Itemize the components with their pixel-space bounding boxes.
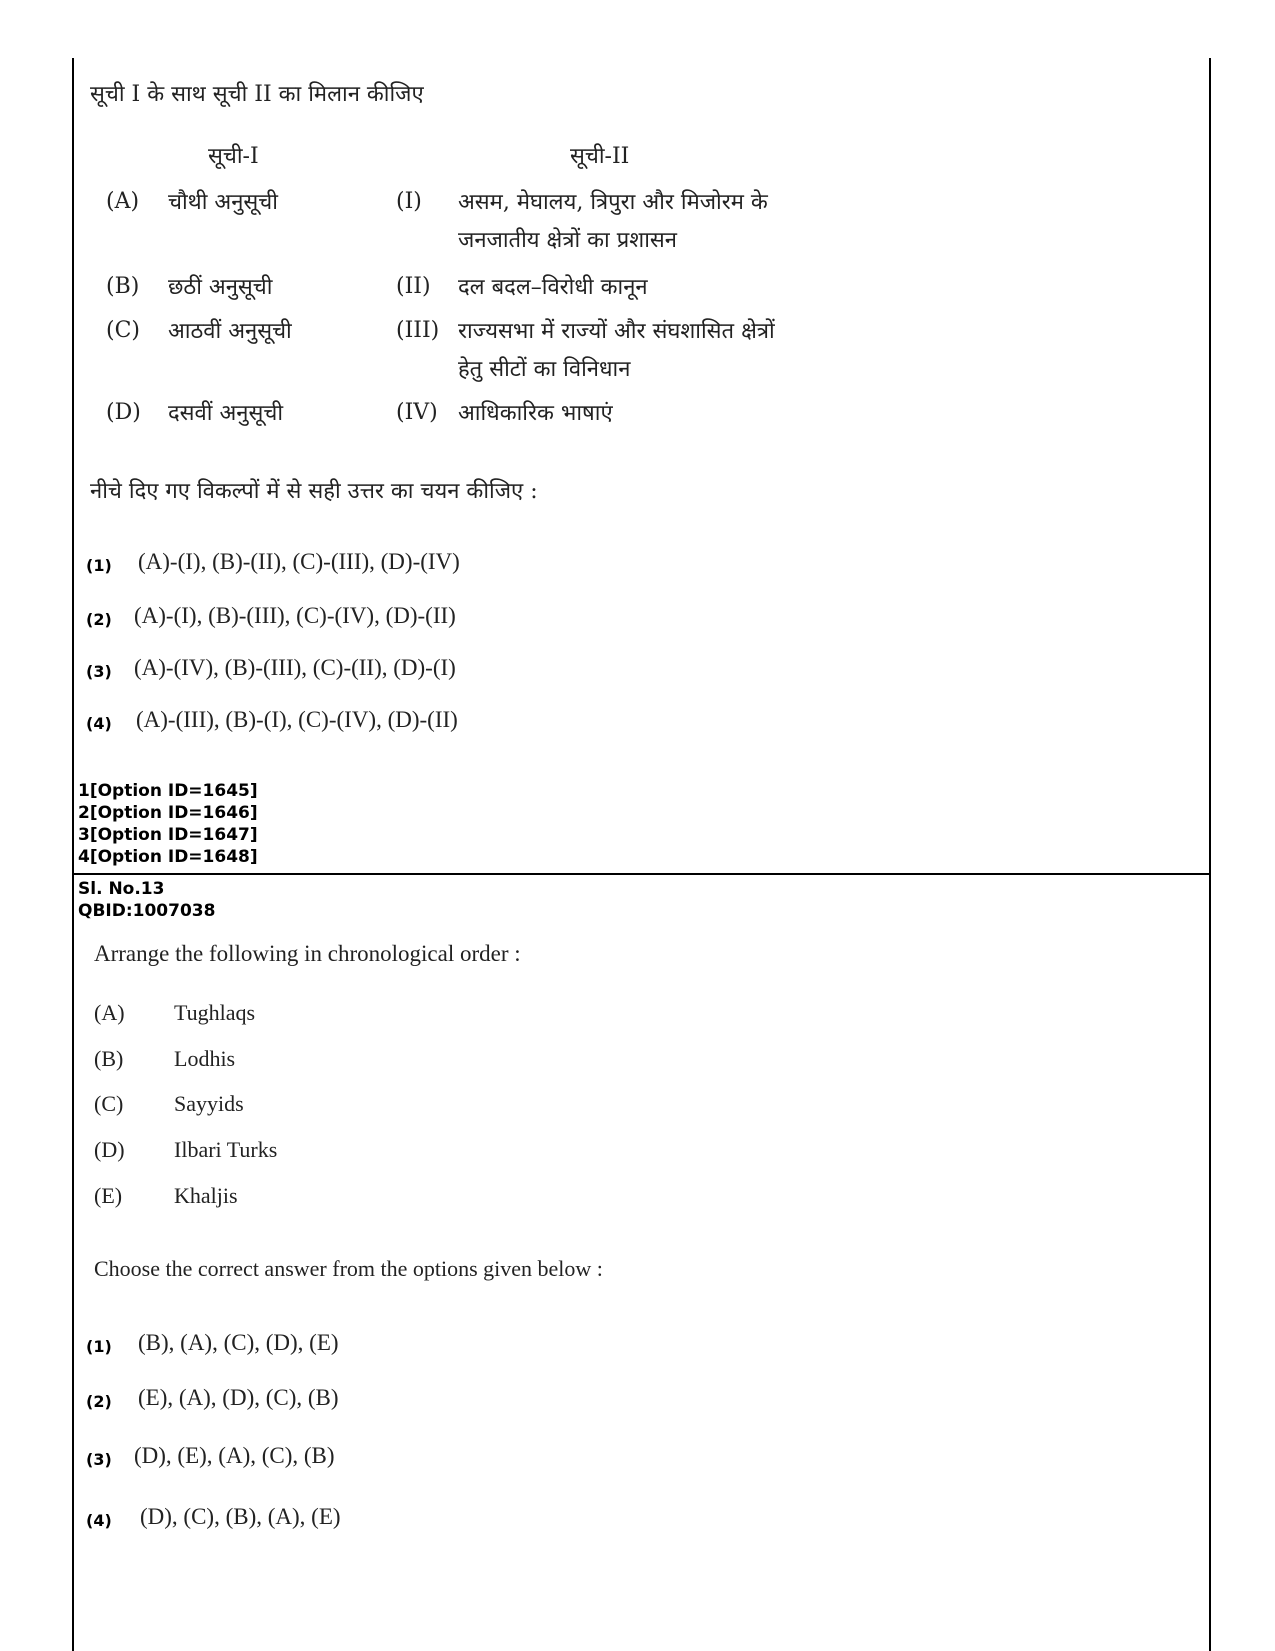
list2-header: सूची-II — [570, 144, 630, 169]
q12-option-4-text: (A)-(III), (B)-(I), (C)-(IV), (D)-(II) — [136, 707, 458, 732]
q12-option-2-number: (2) — [86, 610, 112, 629]
q12-option-id-1: 1[Option ID=1645] — [78, 781, 258, 801]
row-iii-text-line2: हेतु सीटों का विनिधान — [458, 357, 631, 382]
q13-option-3-number: (3) — [86, 1450, 112, 1469]
q13-option-3-text: (D), (E), (A), (C), (B) — [134, 1443, 335, 1468]
row-iv-text: आधिकारिक भाषाएं — [458, 401, 613, 426]
q13-option-4-text: (D), (C), (B), (A), (E) — [140, 1504, 341, 1529]
q13-qbid: QBID:1007038 — [78, 901, 216, 921]
q12-option-2-text: (A)-(I), (B)-(III), (C)-(IV), (D)-(II) — [134, 603, 456, 628]
row-i-label: (I) — [396, 189, 422, 214]
q13-item-d-label: (D) — [94, 1137, 125, 1162]
q13-option-1-text: (B), (A), (C), (D), (E) — [138, 1330, 339, 1355]
left-border-line — [72, 58, 74, 1651]
q12-option-id-2: 2[Option ID=1646] — [78, 803, 258, 823]
row-a-text: चौथी अनुसूची — [168, 190, 278, 215]
q13-item-e-label: (E) — [94, 1183, 123, 1208]
row-ii-label: (II) — [396, 274, 431, 299]
q13-option-4-number: (4) — [86, 1511, 112, 1530]
q13-meta — [78, 878, 215, 922]
q12-option-4-number: (4) — [86, 714, 112, 733]
q13-item-d-text: Ilbari Turks — [174, 1137, 278, 1162]
row-i-text-line1: असम, मेघालय, त्रिपुरा और मिजोरम के — [458, 190, 768, 215]
list1-header: सूची-I — [208, 144, 259, 169]
row-b-label: (B) — [106, 274, 140, 299]
q13-instruction: Choose the correct answer from the options given below : — [94, 1256, 603, 1281]
q13-serial-number: Sl. No.13 — [78, 879, 165, 899]
q13-item-a-label: (A) — [94, 1000, 125, 1025]
q13-item-b-label: (B) — [94, 1046, 124, 1071]
q12-option-1-text: (A)-(I), (B)-(II), (C)-(III), (D)-(IV) — [138, 549, 460, 574]
q13-item-e-text: Khaljis — [174, 1183, 238, 1208]
row-d-label: (D) — [106, 400, 141, 425]
q13-item-b-text: Lodhis — [174, 1046, 236, 1071]
q12-prompt: सूची I के साथ सूची II का मिलान कीजिए — [90, 82, 424, 107]
row-ii-text: दल बदल–विरोधी कानून — [458, 275, 648, 300]
q13-option-1-number: (1) — [86, 1337, 112, 1356]
row-i-text-line2: जनजातीय क्षेत्रों का प्रशासन — [458, 228, 678, 253]
q12-option-id-4: 4[Option ID=1648] — [78, 847, 258, 867]
q13-option-2-number: (2) — [86, 1392, 112, 1411]
q12-option-3-number: (3) — [86, 662, 112, 681]
row-c-label: (C) — [106, 318, 140, 343]
row-iii-label: (III) — [396, 318, 440, 343]
row-iv-label: (IV) — [396, 400, 438, 425]
row-c-text: आठवीं अनुसूची — [168, 319, 292, 344]
q13-item-a-text: Tughlaqs — [174, 1000, 256, 1025]
row-b-text: छठीं अनुसूची — [168, 275, 273, 300]
q12-option-id-list — [78, 780, 258, 868]
q13-prompt: Arrange the following in chronological order : — [94, 941, 521, 966]
row-a-label: (A) — [106, 189, 140, 214]
q13-option-2-text: (E), (A), (D), (C), (B) — [138, 1385, 339, 1410]
row-iii-text-line1: राज्यसभा में राज्यों और संघशासित क्षेत्रों — [458, 319, 775, 344]
q12-instruction: नीचे दिए गए विकल्पों में से सही उत्तर का चयन कीजिए : — [90, 479, 538, 504]
question-divider — [72, 873, 1211, 875]
q12-option-id-3: 3[Option ID=1647] — [78, 825, 258, 845]
right-border-line — [1209, 58, 1211, 1651]
q13-item-c-label: (C) — [94, 1091, 124, 1116]
q12-option-3-text: (A)-(IV), (B)-(III), (C)-(II), (D)-(I) — [134, 655, 456, 680]
q12-option-1-number: (1) — [86, 556, 112, 575]
row-d-text: दसवीं अनुसूची — [168, 401, 284, 426]
q13-item-c-text: Sayyids — [174, 1091, 244, 1116]
